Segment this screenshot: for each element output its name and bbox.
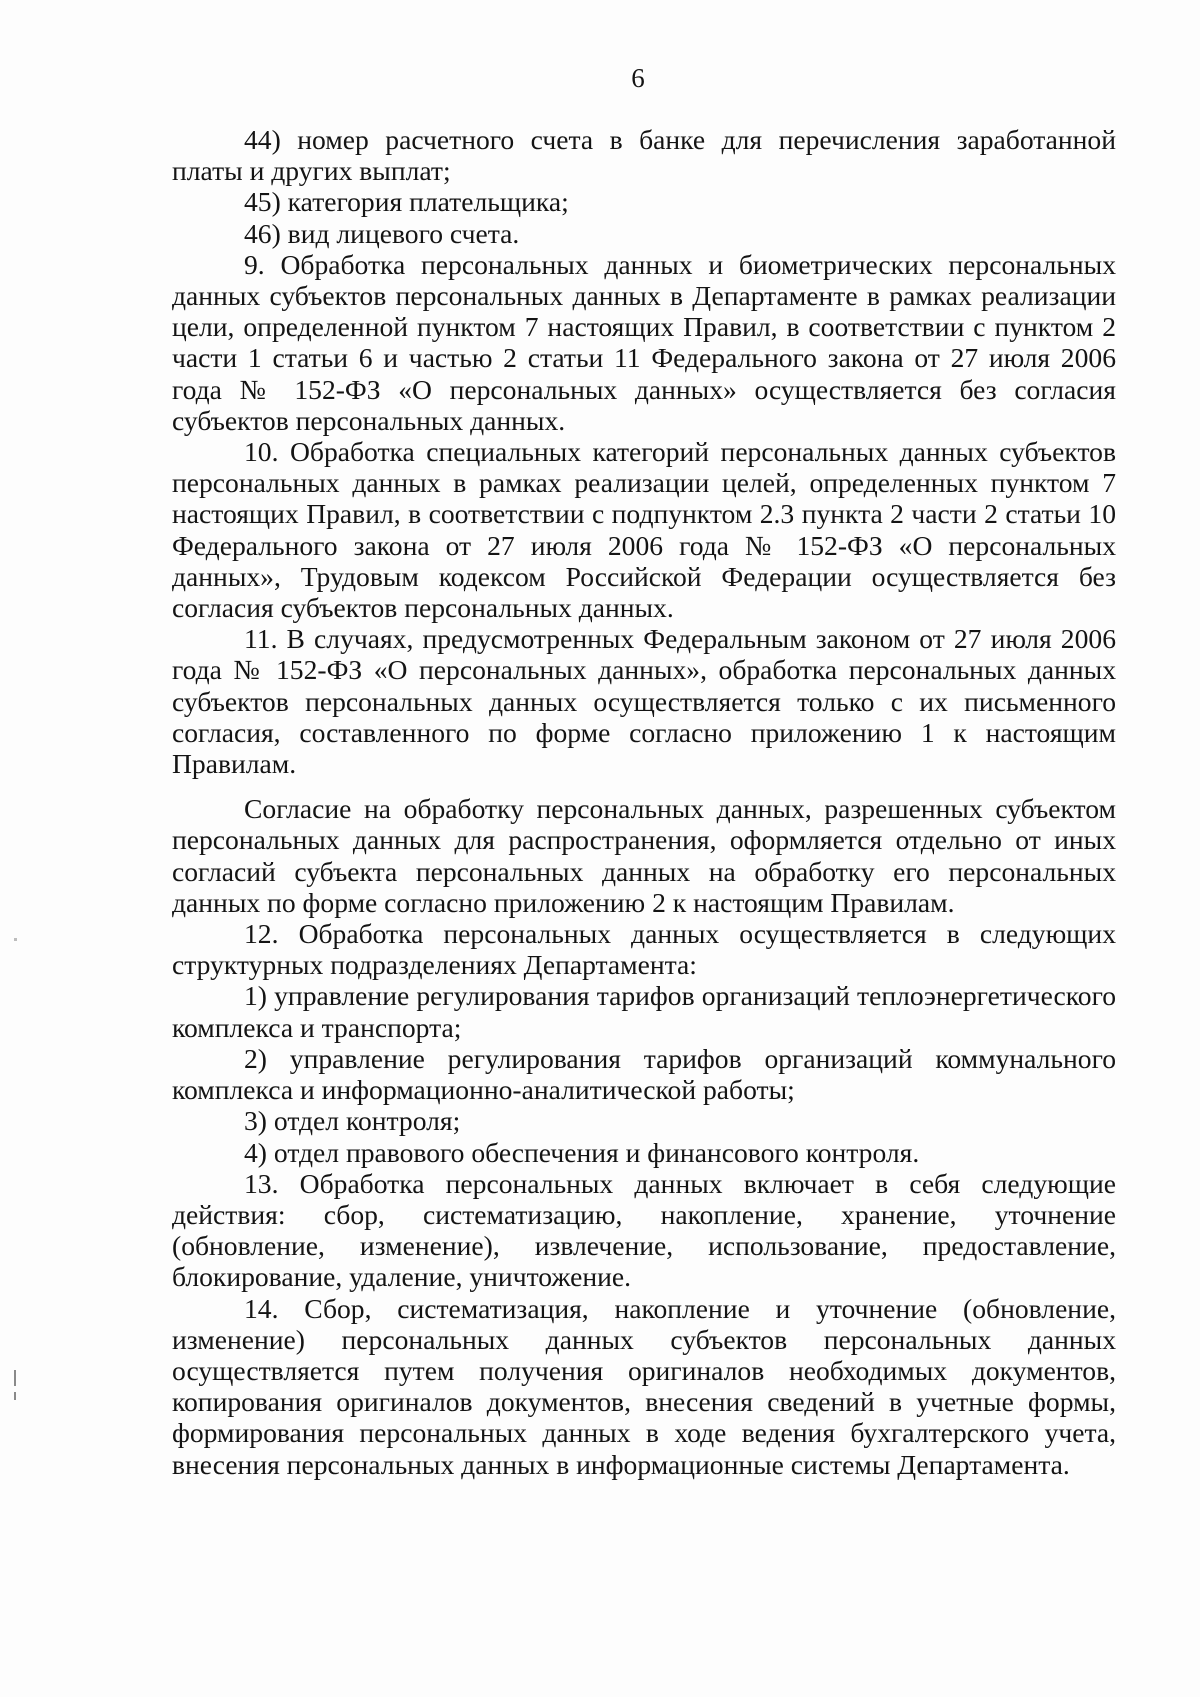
- document-body: [172, 124, 1116, 1480]
- department-item-2: 2) управление регулирования тарифов организаций коммунального комплекса и информационно-аналитической работы;: [172, 1042, 1116, 1106]
- clause-12: 12. Обработка персональных данных осуществляется в следующих структурных подразделениях Департамента:: [172, 918, 1116, 981]
- consent-paragraph: Согласие на обработку персональных данных, разрешенных субъектом персональных данных для распространения, оформляется отдельно от иных согласий субъекта персональных данных на обработку его персональных данных по форме согласно приложению 2 к настоящим Правилам.: [172, 793, 1116, 918]
- page-number: 6: [631, 63, 645, 93]
- list-item-45: 45) категория плательщика;: [244, 186, 569, 218]
- department-item-4: 4) отдел правового обеспечения и финансового контроля.: [244, 1136, 920, 1168]
- scan-artifact: [14, 1392, 16, 1400]
- clause-13: 13. Обработка персональных данных включает в себя следующие действия: сбор, систематизацию, накопление, хранение, уточнение (обновление, изменение), извлечение, использование, предоставление, блокирование, удаление, уничтожение.: [172, 1167, 1116, 1293]
- list-item-46: 46) вид лицевого счета.: [244, 217, 520, 249]
- scan-artifact: [14, 938, 17, 941]
- department-item-3: 3) отдел контроля;: [244, 1105, 461, 1137]
- list-item-44: 44) номер расчетного счета в банке для перечисления заработанной платы и других выплат;: [172, 124, 1116, 187]
- clause-11: 11. В случаях, предусмотренных Федеральным законом от 27 июля 2006 года № 152-ФЗ «О персональных данных», обработка персональных данных субъектов персональных данных осуществляется только с их письменного согласия, составленного по форме согласно приложению 1 к настоящим Правилам.: [172, 623, 1116, 780]
- clause-9: 9. Обработка персональных данных и биометрических персональных данных субъектов персональных данных в Департаменте в рамках реализации цели, определенной пунктом 7 настоящих Правил, в соответствии с пунктом 2 части 1 статьи 6 и частью 2 статьи 11 Федерального закона от 27 июля 2006 года № 152-ФЗ «О персональных данных» осуществляется без согласия субъектов персональных данных.: [172, 248, 1116, 436]
- scan-artifact: [14, 1370, 16, 1386]
- clause-14: 14. Сбор, систематизация, накопление и уточнение (обновление, изменение) персональных данных субъектов персональных данных осуществляется путем получения оригиналов необходимых документов, копирования оригиналов документов, внесения сведений в учетные формы, формирования персональных данных в ходе ведения бухгалтерского учета, внесения персональных данных в информационные системы Департамента.: [172, 1292, 1116, 1480]
- clause-10: 10. Обработка специальных категорий персональных данных субъектов персональных данных в рамках реализации целей, определенных пунктом 7 настоящих Правил, в соответствии с подпунктом 2.3 пункта 2 части 2 статьи 10 Федерального закона от 27 июля 2006 года № 152-ФЗ «О персональных данных», Трудовым кодексом Российской Федерации осуществляется без согласия субъектов персональных данных.: [172, 436, 1116, 624]
- department-item-1: 1) управление регулирования тарифов организаций теплоэнергетического комплекса и транспорта;: [172, 980, 1116, 1043]
